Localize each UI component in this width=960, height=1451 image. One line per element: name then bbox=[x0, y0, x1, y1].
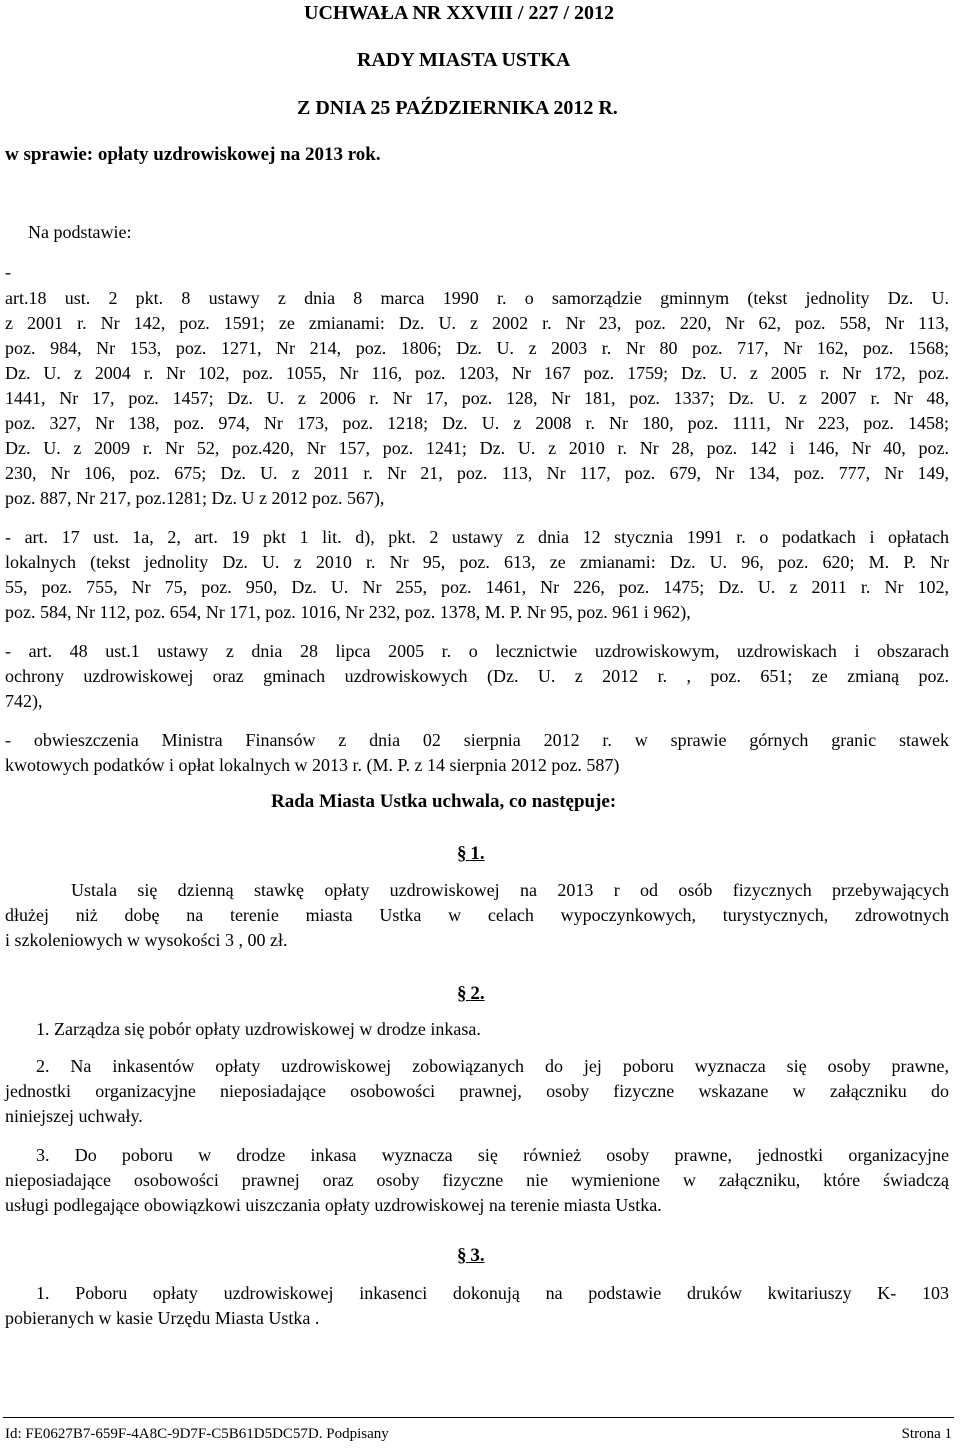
footer-page-number: Strona 1 bbox=[901, 1426, 952, 1442]
basis-item-1-line: art.18 ust. 2 pkt. 8 ustawy z dnia 8 marca 1990 r. o samorządzie gminnym (tekst jednolity Dz. U. bbox=[5, 288, 949, 308]
section-1-heading: § 1. bbox=[457, 843, 485, 864]
resolution-subject: w sprawie: opłaty uzdrowiskowej na 2013 rok. bbox=[5, 144, 381, 165]
footer-divider bbox=[3, 1417, 954, 1418]
basis-item-1-line: 230, Nr 106, poz. 675; Dz. U. z 2011 r. Nr 21, poz. 113, Nr 117, poz. 679, Nr 134, poz. 777, Nr 149, bbox=[5, 463, 949, 483]
basis-item-1-line: z 2001 r. Nr 142, poz. 1591; ze zmianami: Dz. U. z 2002 r. Nr 23, poz. 220, Nr 62, poz. 558, Nr 113, bbox=[5, 313, 949, 333]
section-1-line: dłużej niż dobę na terenie miasta Ustka w celach wypoczynkowych, turystycznych, zdrowotnych bbox=[5, 905, 949, 925]
basis-item-2-line: lokalnych (tekst jednolity Dz. U. z 2010 r. Nr 95, poz. 613, ze zmianami: Dz. U. 96, poz. 620; M. P. Nr bbox=[5, 552, 949, 572]
section-2-item-2-line: jednostki organizacyjne nieposiadające osobowości prawnej, osoby fizyczne wskazane w załączniku do bbox=[5, 1081, 949, 1101]
section-2-item-3-line: nieposiadające osobowości prawnej oraz osoby fizyczne nie wymienione w załączniku, które świadczą bbox=[5, 1170, 949, 1190]
section-3-number: 3. bbox=[470, 1245, 485, 1266]
section-2-item-1: 1. Zarządza się pobór opłaty uzdrowiskowej w drodze inkasa. bbox=[36, 1019, 481, 1039]
section-3-heading: § 3. bbox=[457, 1245, 485, 1266]
section-1-line: i szkoleniowych w wysokości 3 , 00 zł. bbox=[5, 930, 288, 950]
council-name: RADY MIASTA USTKA bbox=[357, 49, 571, 71]
section-1-line: Ustala się dzienną stawkę opłaty uzdrowiskowej na 2013 r od osób fizycznych przebywających bbox=[71, 880, 949, 900]
basis-item-4-line: - obwieszczenia Ministra Finansów z dnia 02 sierpnia 2012 r. w sprawie górnych granic stawek bbox=[5, 730, 949, 750]
section-2-item-2-line: 2. Na inkasentów opłaty uzdrowiskowej zobowiązanych do jej poboru wyznacza się osoby prawne, bbox=[36, 1056, 949, 1076]
basis-item-3-line: - art. 48 ust.1 ustawy z dnia 28 lipca 2005 r. o lecznictwie uzdrowiskowym, uzdrowiskach i obszarach bbox=[5, 641, 949, 661]
section-2-item-2-line: niniejszej uchwały. bbox=[5, 1106, 143, 1126]
basis-item-2-line: poz. 584, Nr 112, poz. 654, Nr 171, poz. 1016, Nr 232, poz. 1378, M. P. Nr 95, poz. 961 i 962), bbox=[5, 602, 691, 622]
section-3-item-1-line: pobieranych w kasie Urzędu Miasta Ustka . bbox=[5, 1308, 320, 1328]
resolution-date: Z DNIA 25 PAŹDZIERNIKA 2012 R. bbox=[297, 97, 618, 119]
basis-item-4-line: kwotowych podatków i opłat lokalnych w 2013 r. (M. P. z 14 sierpnia 2012 poz. 587) bbox=[5, 755, 620, 775]
basis-dash: - bbox=[5, 262, 11, 282]
basis-item-1-line: poz. 984, Nr 153, poz. 1271, Nr 214, poz. 1806; Dz. U. z 2003 r. Nr 80 poz. 717, Nr 162, poz. 1568; bbox=[5, 338, 949, 358]
basis-item-1-line: poz. 887, Nr 217, poz.1281; Dz. U z 2012 poz. 567), bbox=[5, 488, 385, 508]
section-2-number: 2. bbox=[470, 983, 485, 1004]
basis-item-2-line: 55, poz. 755, Nr 75, poz. 950, Dz. U. Nr 255, poz. 1461, Nr 226, poz. 1475; Dz. U. z 2011 r. Nr 102, bbox=[5, 577, 949, 597]
basis-label: Na podstawie: bbox=[28, 222, 132, 242]
footer-document-id: Id: FE0627B7-659F-4A8C-9D7F-C5B61D5DC57D. Podpisany bbox=[5, 1426, 389, 1442]
basis-item-2-line: - art. 17 ust. 1a, 2, art. 19 pkt 1 lit. d), pkt. 2 ustawy z dnia 12 stycznia 1991 r. o podatkach i opłatach bbox=[5, 527, 949, 547]
resolution-clause: Rada Miasta Ustka uchwala, co następuje: bbox=[271, 791, 617, 812]
section-2-heading: § 2. bbox=[457, 983, 485, 1004]
basis-item-1-line: 1441, Nr 17, poz. 1457; Dz. U. z 2006 r. Nr 17, poz. 128, Nr 181, poz. 1337; Dz. U. z 2007 r. Nr 48, bbox=[5, 388, 949, 408]
basis-item-1-line: Dz. U. z 2004 r. Nr 102, poz. 1055, Nr 116, poz. 1203, Nr 167 poz. 1759; Dz. U. z 2005 r. Nr 172, poz. bbox=[5, 363, 949, 383]
section-2-item-3-line: 3. Do poboru w drodze inkasa wyznacza się również osoby prawne, jednostki organizacyjne bbox=[36, 1145, 949, 1165]
basis-item-3-line: ochrony uzdrowiskowej oraz gminach uzdrowiskowych (Dz. U. z 2012 r. , poz. 651; ze zmianą poz. bbox=[5, 666, 949, 686]
basis-item-3-line: 742), bbox=[5, 691, 43, 711]
basis-item-1-line: Dz. U. z 2009 r. Nr 52, poz.420, Nr 157, poz. 1241; Dz. U. z 2010 r. Nr 28, poz. 142 i 146, Nr 40, poz. bbox=[5, 438, 949, 458]
section-1-number: 1. bbox=[470, 843, 485, 864]
section-3-item-1-line: 1. Poboru opłaty uzdrowiskowej inkasenci dokonują na podstawie druków kwitariuszy K- 103 bbox=[36, 1283, 949, 1303]
resolution-title: UCHWAŁA NR XXVIII / 227 / 2012 bbox=[304, 2, 615, 24]
basis-item-1-line: poz. 327, Nr 138, poz. 974, Nr 173, poz. 1218; Dz. U. z 2008 r. Nr 180, poz. 1111, Nr 223, poz. 1458; bbox=[5, 413, 949, 433]
section-2-item-3-line: usługi podlegające obowiązkowi uiszczania opłaty uzdrowiskowej na terenie miasta Ustka. bbox=[5, 1195, 662, 1215]
